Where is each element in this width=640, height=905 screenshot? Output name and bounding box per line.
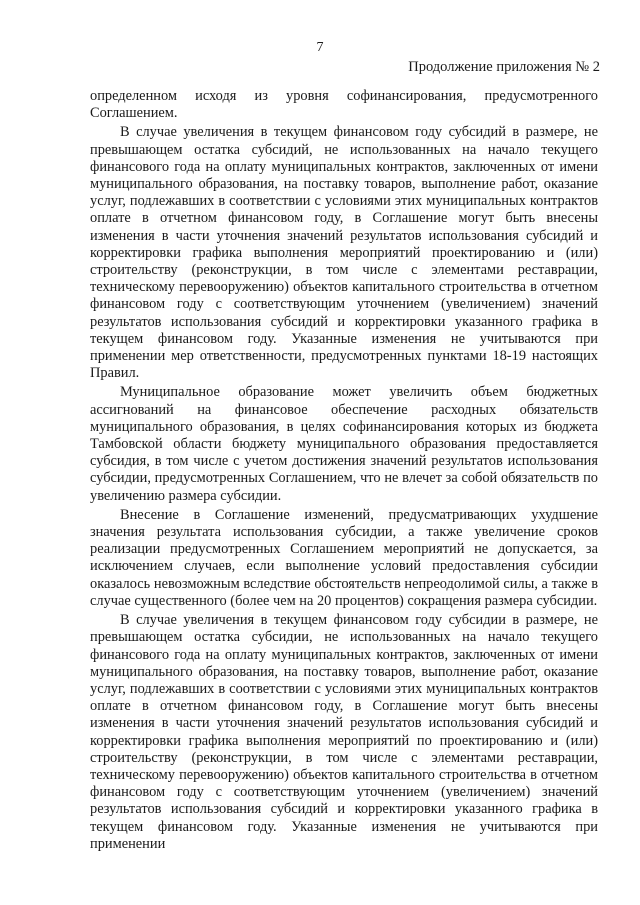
- paragraph-subsidy-increase: В случае увеличения в текущем финансовом году субсидий в размере, не превышающем остатка субсидий, не использованных на начало текущего финансового года на оплату муниципальных контрактов, заключенных от имени муниципального образования, на поставку товаров, выполнение работ, оказание услуг, подлежавших в соответствии с условиями этих муниципальных контрактов оплате в отчетном финансовом году, в Соглашение могут быть внесены изменения в части уточнения значений результатов использования субсидий и корректировки графика выполнения мероприятий проектированию и (или) строительству (реконструкции, в том числе с элементами реставрации, техническому перевооружению) объектов капитального строительства в отчетном финансовом году с соответствующим уточнением (увеличением) значений результатов использования субсидий и корректировки указанного графика в текущем финансовом году. Указанные изменения не учитываются при применении мер ответственности, предусмотренных пунктами 18-19 настоящих Правил.: [90, 124, 598, 382]
- document-body: [90, 88, 598, 853]
- paragraph-agreement-changes: Внесение в Соглашение изменений, предусматривающих ухудшение значения результата использования субсидии, а также увеличение сроков реализации предусмотренных Соглашением мероприятий не допускается, за исключением случаев, если выполнение условий предоставления субсидии оказалось невозможным вследствие обстоятельств непреодолимой силы, а также в случае существенного (более чем на 20 процентов) сокращения размера субсидии.: [90, 506, 598, 609]
- paragraph-subsidy-increase-repeat: В случае увеличения в текущем финансовом году субсидии в размере, не превышающем остатка субсидии, не использованных на начало текущего финансового года на оплату муниципальных контрактов, заключенных от имени муниципального образования, на поставку товаров, выполнение работ, оказание услуг, подлежавших в соответствии с условиями этих муниципальных контрактов оплате в отчетном финансовом году, в Соглашение могут быть внесены изменения в части уточнения значений результатов использования субсидий и корректировки графика выполнения мероприятий по проектированию и (или) строительству (реконструкции, в том числе с элементами реставрации, техническому перевооружению) объектов капитального строительства в отчетном финансовом году с соответствующим уточнением (увеличением) значений результатов использования субсидий и корректировки указанного графика в текущем финансовом году. Указанные изменения не учитываются при применении: [90, 612, 598, 852]
- page-number: 7: [316, 40, 324, 55]
- appendix-continuation-note: Продолжение приложения № 2: [408, 59, 600, 75]
- paragraph-budget-allocations: Муниципальное образование может увеличить объем бюджетных ассигнований на финансовое обеспечение расходных обязательств муниципального образования, в целях софинансирования которых из бюджета Тамбовской области бюджету муниципального образования предоставляется субсидия, в том числе с учетом достижения значений результатов использования субсидии, предусмотренных Соглашением, что не влечет за собой обязательств по увеличению размера субсидии.: [90, 384, 598, 504]
- paragraph-continuation: определенном исходя из уровня софинансирования, предусмотренного Соглашением.: [90, 88, 598, 122]
